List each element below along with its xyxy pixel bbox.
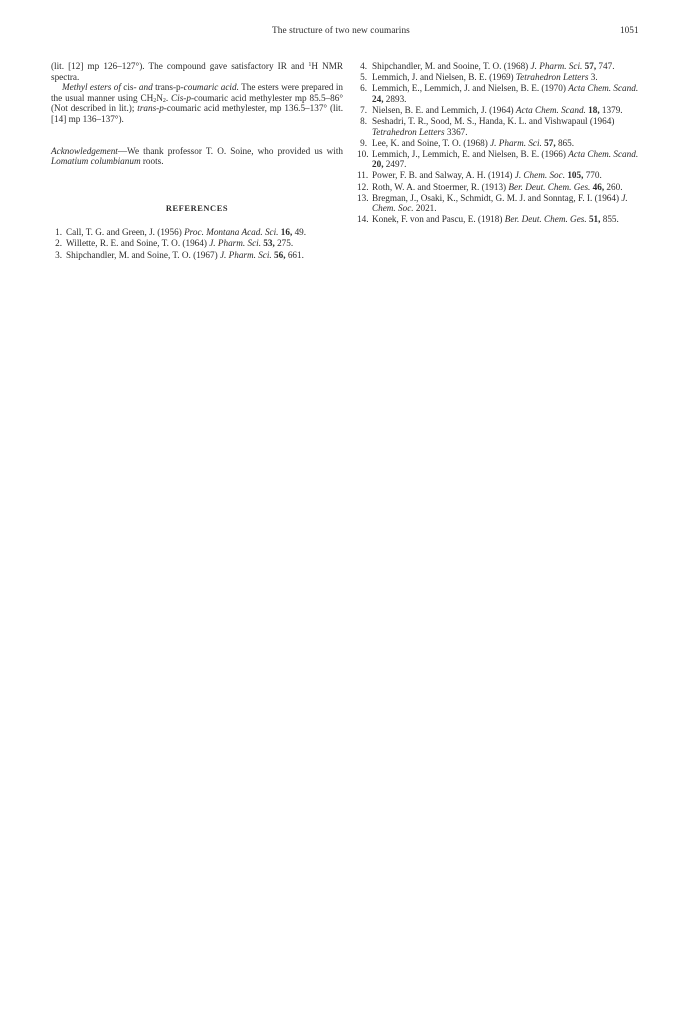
reference-item: 12. Roth, W. A. and Stoermer, R. (1913) Ber. Deut. Chem. Ges. 46, 260.: [357, 181, 623, 192]
methyl-esters-paragraph: Methyl esters of cis- and trans-p-coumaric acid. The esters were prepared in the usual manner using $CH_2N_2$. Cis-p-coumaric acid methylester mp 85.5–86° (Not described in lit.); trans-p-coumaric acid methylester, mp 136.5–137° (lit. [14] mp 136–137°).: [51, 82, 344, 124]
right-column: [357, 61, 646, 225]
reference-item: 3. Shipchandler, M. and Soine, T. O. (1967) J. Pharm. Sci. 56, 661.: [51, 250, 343, 261]
acknowledgement-paragraph: Acknowledgement—We thank professor T. O. Soine, who provided us with Lomatium columbianum roots.: [51, 145, 343, 167]
left-column: [51, 61, 343, 261]
reference-item: 7. Nielsen, B. E. and Lemmich, J. (1964) Acta Chem. Scand. 18, 1379.: [357, 105, 646, 116]
running-head: The structure of two new coumarins: [272, 26, 410, 36]
reference-item: 5. Lemmich, J. and Nielsen, B. E. (1969) Tetrahedron Letters 3.: [357, 72, 646, 83]
reference-item: 9. Lee, K. and Soine, T. O. (1968) J. Pharm. Sci. 57, 865.: [357, 138, 646, 149]
reference-number: 12.: [357, 181, 369, 192]
reference-item: 11. Power, F. B. and Salway, A. H. (1914) J. Chem. Soc. 105, 770.: [357, 170, 602, 181]
page-number: 1051: [620, 26, 639, 36]
reference-list-right: [357, 61, 646, 225]
reference-number: 10.: [357, 148, 369, 159]
reference-item: 8. Seshadri, T. R., Sood, M. S., Handa, K. L. and Vishwapaul (1964) Tetrahedron Letters 3367.: [357, 116, 646, 137]
reference-item: 14. Konek, F. von and Pascu, E. (1918) Ber. Deut. Chem. Ges. 51, 855.: [357, 214, 619, 225]
reference-number: 5.: [360, 72, 367, 83]
reference-number: 8.: [360, 115, 367, 126]
methyl-esters-heading: Methyl esters of: [62, 82, 121, 93]
reference-item: 10. Lemmich, J., Lemmich, E. and Nielsen, B. E. (1966) Acta Chem. Scand. 20, 2497.: [357, 148, 639, 170]
reference-item: 2. Willette, R. E. and Soine, T. O. (1964) J. Pharm. Sci. 53, 275.: [51, 238, 343, 249]
reference-number: 3.: [55, 249, 62, 260]
references-heading: REFERENCES: [165, 203, 229, 213]
acknowledgement-label: Acknowledgement: [51, 145, 118, 156]
reference-number: 9.: [360, 137, 367, 148]
reference-number: 4.: [360, 61, 367, 71]
reference-number: 2.: [55, 238, 62, 249]
reference-item: 6. Lemmich, E., Lemmich, J. and Nielsen, B. E. (1970) Acta Chem. Scand. 24, 2893.: [357, 83, 646, 104]
reference-item: 1. Call, T. G. and Green, J. (1956) Proc. Montana Acad. Sci. 16, 49.: [51, 227, 343, 238]
reference-item: 13. Bregman, J., Osaki, K., Schmidt, G. M. J. and Sonntag, F. I. (1964) J. Chem. Soc. 2021.: [357, 192, 628, 214]
reference-number: 13.: [357, 192, 369, 203]
reference-number: 14.: [357, 214, 369, 225]
reference-number: 11.: [357, 170, 369, 181]
reference-number: 6.: [360, 83, 367, 94]
continuation-paragraph: (lit. [12] mp 126–127°). The compound gave satisfactory IR and $^1$H NMR spectra.: [51, 61, 343, 82]
reference-number: 1.: [55, 227, 62, 238]
reference-list-left: [51, 227, 343, 260]
reference-item: 4. Shipchandler, M. and Sooine, T. O. (1968) J. Pharm. Sci. 57, 747.: [357, 61, 646, 72]
reference-number: 7.: [360, 104, 367, 115]
